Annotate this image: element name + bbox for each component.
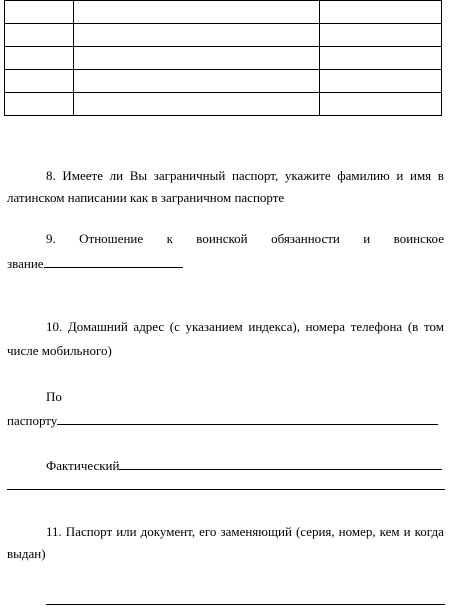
q10-actual-label: Фактический xyxy=(46,458,120,473)
q10-actual-address-field[interactable] xyxy=(119,456,442,470)
table-cell[interactable] xyxy=(320,93,442,116)
question-word: индекса), xyxy=(248,319,300,334)
question-word: Имеете xyxy=(62,168,103,183)
q10-passport-label-1: По xyxy=(46,389,62,404)
table-row xyxy=(5,24,442,47)
table-row xyxy=(5,47,442,70)
q11-question-line-2: выдан) xyxy=(7,546,46,561)
question-word: Паспорт xyxy=(65,524,113,539)
question-word: номера xyxy=(305,319,346,334)
q10-passport-address-field[interactable] xyxy=(57,411,438,425)
q9-rank-line xyxy=(7,254,183,272)
question-word: 8. xyxy=(46,168,56,183)
table-cell[interactable] xyxy=(5,47,74,70)
table-cell[interactable] xyxy=(74,24,320,47)
question-word: имя xyxy=(410,168,432,183)
question-word: обязанности xyxy=(271,231,340,246)
table-cell[interactable] xyxy=(320,1,442,24)
table-body xyxy=(5,1,442,116)
question-word: 9. xyxy=(46,231,56,246)
question-word: и xyxy=(396,168,404,183)
question-word: номер, xyxy=(338,524,376,539)
question-word: воинской xyxy=(196,231,248,246)
question-word: паспорт, xyxy=(231,168,279,183)
table-row xyxy=(5,70,442,93)
q10-actual-address-continuation[interactable] xyxy=(7,489,445,490)
question-word: его xyxy=(199,524,217,539)
table-cell[interactable] xyxy=(74,1,320,24)
q9-question-line-1 xyxy=(46,231,444,247)
question-word: (в xyxy=(407,319,419,334)
question-word: указанием xyxy=(185,319,243,334)
q8-question-line-2: латинском написании как в заграничном паспорте xyxy=(7,190,285,205)
question-word: фамилию xyxy=(337,168,390,183)
question-word: документ, xyxy=(140,524,196,539)
table-cell[interactable] xyxy=(5,70,74,93)
question-word: (серия, xyxy=(295,524,335,539)
q9-rank-label: звание xyxy=(7,256,44,271)
table-cell[interactable] xyxy=(5,24,74,47)
question-word: в xyxy=(437,168,444,183)
table-cell[interactable] xyxy=(74,93,320,116)
question-word: заменяющий xyxy=(220,524,292,539)
question-word: или xyxy=(116,524,137,539)
table-row xyxy=(5,93,442,116)
question-word: к xyxy=(166,231,173,246)
question-word: телефона xyxy=(350,319,403,334)
q10-passport-line xyxy=(7,411,438,429)
q11-question-line-1 xyxy=(46,524,444,540)
question-word: воинское xyxy=(393,231,444,246)
question-word: 11. xyxy=(46,524,62,539)
q10-question-line-2: числе мобильного) xyxy=(7,343,112,358)
table-cell[interactable] xyxy=(320,47,442,70)
question-word: кем xyxy=(379,524,400,539)
table-cell[interactable] xyxy=(5,1,74,24)
question-word: и xyxy=(403,524,411,539)
question-word: и xyxy=(363,231,371,246)
data-table xyxy=(4,0,442,116)
question-word: укажите xyxy=(284,168,331,183)
q10-actual-line xyxy=(46,456,442,474)
q10-passport-label-2: паспорту xyxy=(7,413,58,428)
table-cell[interactable] xyxy=(74,70,320,93)
question-word: Отношение xyxy=(79,231,144,246)
question-word: том xyxy=(423,319,444,334)
question-word: (с xyxy=(169,319,180,334)
question-word: Вы xyxy=(129,168,148,183)
table-row xyxy=(5,1,442,24)
question-word: ли xyxy=(109,168,124,183)
question-word: адрес xyxy=(133,319,165,334)
table-cell[interactable] xyxy=(320,70,442,93)
question-word: Домашний xyxy=(67,319,128,334)
table-cell[interactable] xyxy=(74,47,320,70)
table-cell[interactable] xyxy=(5,93,74,116)
q10-question-line-1 xyxy=(46,319,444,335)
question-word: 10. xyxy=(46,319,63,334)
question-word: когда xyxy=(414,524,444,539)
question-word: заграничный xyxy=(153,168,226,183)
q11-passport-field[interactable] xyxy=(46,604,445,605)
q8-question-line-1 xyxy=(46,168,444,184)
table-cell[interactable] xyxy=(320,24,442,47)
q9-rank-field[interactable] xyxy=(44,254,183,268)
